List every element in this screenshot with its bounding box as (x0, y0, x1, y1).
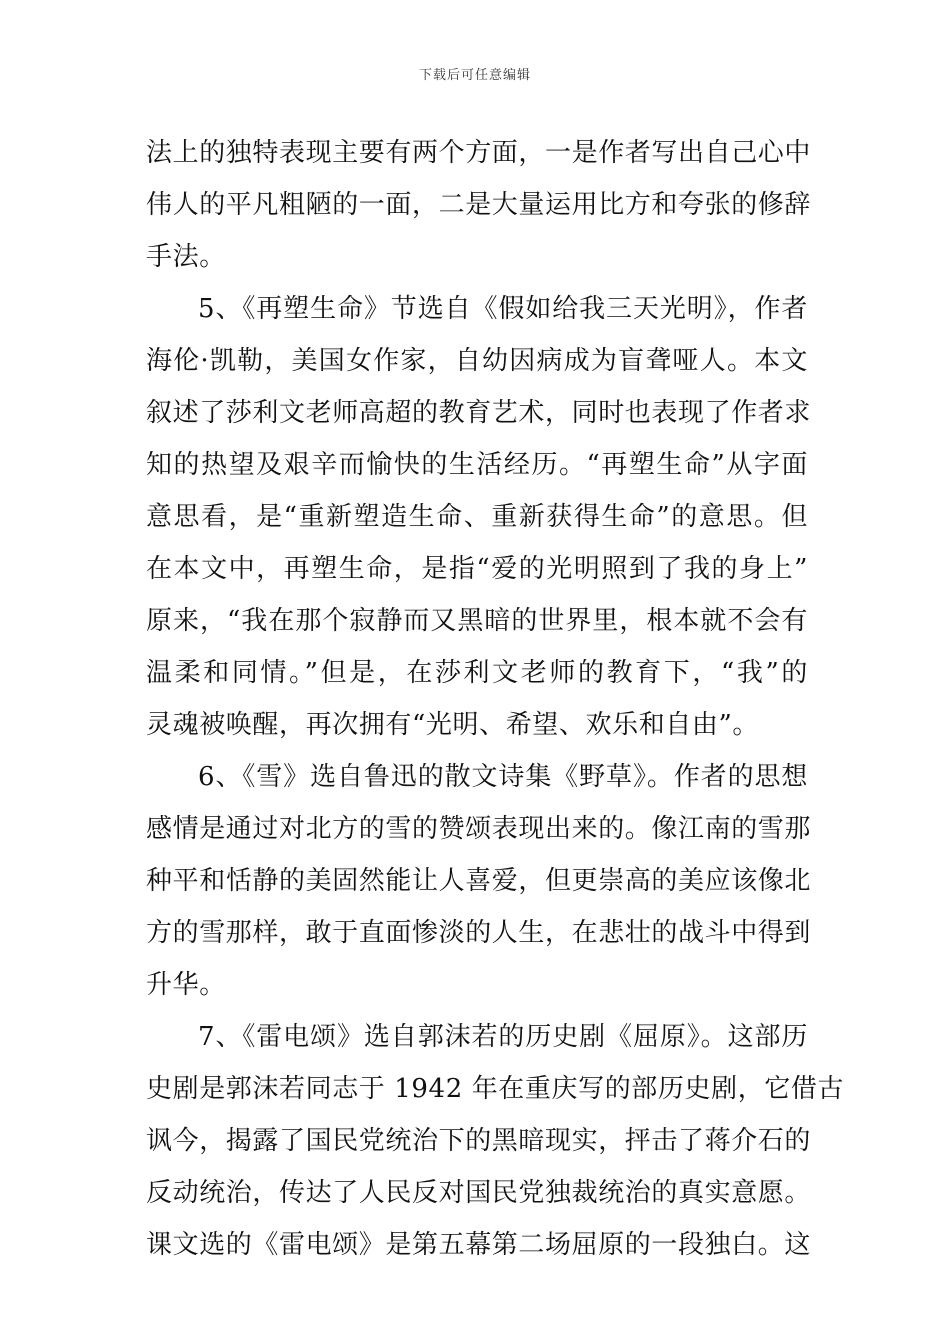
text-line: 伟人的平凡粗陋的一面，二是大量运用比方和夸张的修辞 (146, 190, 812, 220)
text-line: 感情是通过对北方的雪的赞颂表现出来的。像江南的雪那 (146, 814, 812, 844)
text-line: 叙述了莎利文老师高超的教育艺术，同时也表现了作者求 (146, 398, 812, 428)
body-text (146, 127, 845, 1271)
text-line: 海伦·凯勒，美国女作家，自幼因病成为盲聋哑人。本文 (146, 346, 808, 376)
text-line: 课文选的《雷电颂》是第五幕第二场屈原的一段独白。这 (146, 1230, 812, 1260)
text-line: 反动统治，传达了人民反对国民党独裁统治的真实意愿。 (146, 1178, 812, 1208)
text-line: 灵魂被唤醒，再次拥有“光明、希望、欢乐和自由”。 (146, 710, 759, 740)
text-line: 讽今，揭露了国民党统治下的黑暗现实，抨击了蒋介石的 (146, 1126, 812, 1156)
text-line: 知的热望及艰辛而愉快的生活经历。“再塑生命”从字面 (146, 450, 808, 480)
text-line: 原来，“我在那个寂静而又黑暗的世界里，根本就不会有 (146, 606, 808, 636)
text-line: 升华。 (146, 970, 226, 1000)
text-line: 方的雪那样，敢于直面惨淡的人生，在悲壮的战斗中得到 (146, 918, 812, 948)
page-header: 下载后可任意编辑 (418, 68, 531, 83)
text-line: 温柔和同情。”但是，在莎利文老师的教育下，“我”的 (146, 658, 808, 688)
text-line: 意思看，是“重新塑造生命、重新获得生命”的意思。但 (146, 502, 808, 532)
text-line: 史剧是郭沫若同志于 1942 年在重庆写的部历史剧，它借古 (146, 1074, 845, 1104)
text-line: 手法。 (146, 242, 226, 272)
text-line: 种平和恬静的美固然能让人喜爱，但更崇高的美应该像北 (146, 866, 812, 896)
text-line: 在本文中，再塑生命，是指“爱的光明照到了我的身上” (146, 554, 808, 584)
paragraph-start-line: 6、《雪》选自鲁迅的散文诗集《野草》。作者的思想 (198, 762, 808, 792)
paragraph-start-line: 5、《再塑生命》节选自《假如给我三天光明》，作者 (198, 294, 808, 324)
paragraph-start-line: 7、《雷电颂》选自郭沫若的历史剧《屈原》。这部历 (198, 1022, 808, 1052)
text-line: 法上的独特表现主要有两个方面，一是作者写出自己心中 (146, 138, 812, 168)
